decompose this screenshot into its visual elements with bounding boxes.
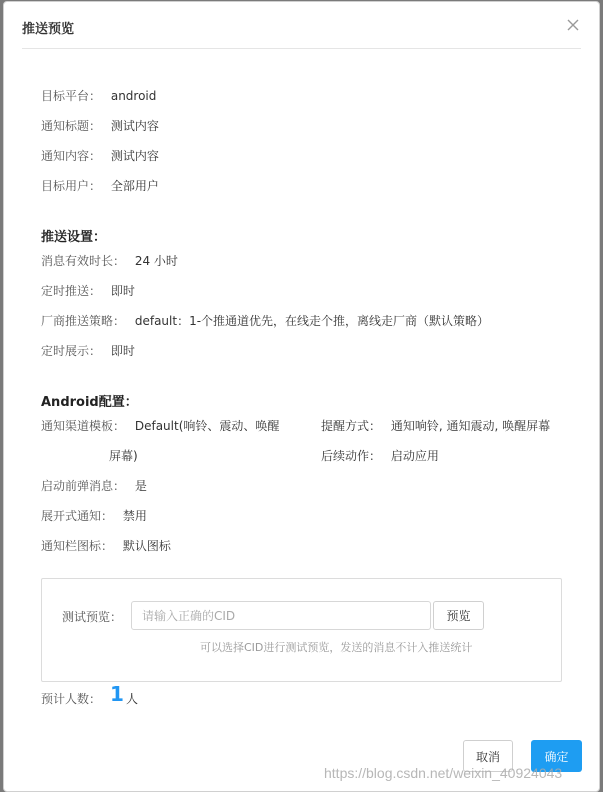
channel-value-wrap: 屏幕) (109, 449, 138, 463)
channel-value: Default(响铃、震动、唤醒 (134, 419, 280, 433)
icon-row (41, 537, 171, 554)
title-divider (22, 48, 581, 49)
test-preview-label: 测试预览： (62, 610, 123, 624)
expand-label: 展开式通知： (41, 509, 114, 523)
watermark: https://blog.csdn.net/weixin_40924043 (324, 765, 563, 781)
schedule-value: 即时 (110, 284, 135, 298)
popup-row (41, 477, 147, 494)
followup-value: 启动应用 (390, 449, 439, 463)
display-label: 定时展示： (41, 344, 102, 358)
push-settings-heading: 推送设置： (41, 230, 107, 245)
cancel-button[interactable]: 取消 (463, 740, 513, 772)
popup-value: 是 (134, 479, 147, 493)
dialog-title: 推送预览 (22, 22, 75, 37)
remind-label: 提醒方式： (321, 419, 382, 433)
icon-label: 通知栏图标： (41, 539, 114, 553)
platform-value: android (110, 89, 157, 103)
notify-title-row (41, 117, 159, 134)
popup-label: 启动前弹消息： (41, 479, 126, 493)
remind-row (321, 417, 550, 434)
confirm-button[interactable]: 确定 (531, 740, 582, 772)
expand-value: 禁用 (122, 509, 147, 523)
target-user-value: 全部用户 (110, 179, 159, 193)
vendor-strategy-label: 厂商推送策略： (41, 314, 126, 328)
followup-row (321, 447, 439, 464)
android-config-heading: Android配置： (41, 395, 138, 410)
display-row (41, 342, 135, 359)
vendor-strategy-value: default：1-个推通道优先，在线走个推，离线走厂商（默认策略） (134, 314, 490, 328)
notify-title-label: 通知标题： (41, 119, 102, 133)
close-icon[interactable] (564, 16, 582, 34)
platform-row (41, 87, 156, 104)
notify-content-row (41, 147, 159, 164)
channel-label: 通知渠道模板： (41, 419, 126, 433)
target-user-label: 目标用户： (41, 179, 102, 193)
icon-value: 默认图标 (122, 539, 171, 553)
estimate-unit: 人 (126, 692, 139, 706)
test-preview-hint: 可以选择CID进行测试预览，发送的消息不计入推送统计 (200, 641, 473, 654)
followup-label: 后续动作： (321, 449, 382, 463)
target-user-row (41, 177, 159, 194)
estimate-count: 1 (110, 682, 124, 706)
estimate-label: 预计人数： (41, 692, 102, 706)
ttl-row (41, 252, 178, 269)
expand-row (41, 507, 147, 524)
remind-value: 通知响铃, 通知震动, 唤醒屏幕 (390, 419, 551, 433)
channel-row (41, 417, 279, 434)
ttl-value: 24 小时 (134, 254, 178, 268)
test-preview-box (41, 578, 562, 682)
platform-label: 目标平台： (41, 89, 102, 103)
push-preview-dialog (3, 1, 600, 792)
preview-button[interactable]: 预览 (433, 601, 484, 630)
ttl-label: 消息有效时长： (41, 254, 126, 268)
notify-content-label: 通知内容： (41, 149, 102, 163)
cid-input[interactable] (131, 601, 431, 630)
display-value: 即时 (110, 344, 135, 358)
notify-title-value: 测试内容 (110, 119, 159, 133)
schedule-label: 定时推送： (41, 284, 102, 298)
schedule-row (41, 282, 135, 299)
vendor-strategy-row (41, 312, 489, 329)
notify-content-value: 测试内容 (110, 149, 159, 163)
